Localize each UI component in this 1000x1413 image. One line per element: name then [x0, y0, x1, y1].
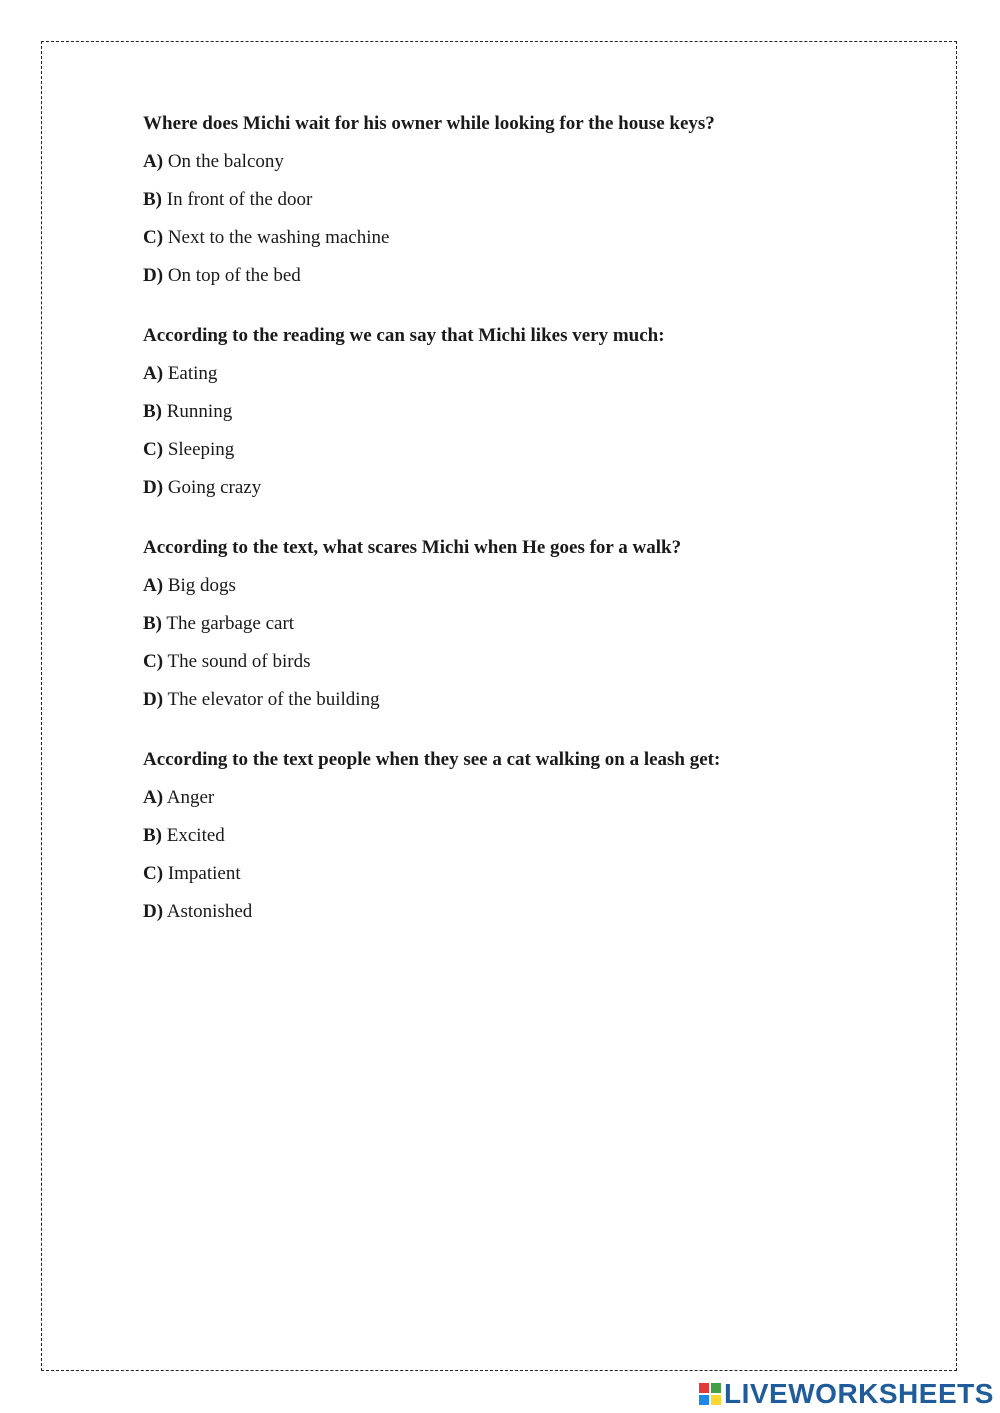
- option-d[interactable]: [143, 688, 923, 712]
- option-letter: B): [143, 189, 162, 210]
- question-2: [143, 324, 923, 500]
- logo-block-blue: [699, 1395, 709, 1405]
- worksheet-content: [143, 112, 923, 960]
- option-letter: C): [143, 863, 164, 884]
- option-c[interactable]: [143, 226, 923, 250]
- option-d[interactable]: [143, 264, 923, 288]
- option-a[interactable]: [143, 150, 923, 174]
- option-text: The sound of birds: [167, 651, 311, 672]
- option-text: Next to the washing machine: [167, 227, 390, 248]
- option-letter: A): [143, 787, 164, 808]
- option-d[interactable]: [143, 476, 923, 500]
- option-letter: B): [143, 825, 162, 846]
- option-c[interactable]: [143, 438, 923, 462]
- option-letter: D): [143, 901, 164, 922]
- logo-block-green: [711, 1383, 721, 1393]
- logo-blocks-icon: [699, 1383, 721, 1405]
- option-text: Big dogs: [167, 575, 236, 596]
- option-text: Eating: [167, 363, 218, 384]
- option-a[interactable]: [143, 362, 923, 386]
- option-c[interactable]: [143, 862, 923, 886]
- question-3: [143, 536, 923, 712]
- logo-block-red: [699, 1383, 709, 1393]
- question-text: According to the text people when they see a cat walking on a leash get:: [143, 749, 721, 770]
- option-letter: B): [143, 613, 162, 634]
- option-text: On top of the bed: [167, 265, 301, 286]
- option-b[interactable]: [143, 400, 923, 424]
- question-4: [143, 748, 923, 924]
- option-text: The elevator of the building: [167, 689, 380, 710]
- option-letter: D): [143, 477, 164, 498]
- liveworksheets-logo[interactable]: [699, 1378, 994, 1410]
- option-b[interactable]: [143, 188, 923, 212]
- question-text: According to the text, what scares Michi when He goes for a walk?: [143, 537, 682, 558]
- option-b[interactable]: [143, 824, 923, 848]
- option-letter: D): [143, 689, 164, 710]
- option-a[interactable]: [143, 786, 923, 810]
- option-letter: A): [143, 575, 164, 596]
- option-letter: D): [143, 265, 164, 286]
- logo-block-yellow: [711, 1395, 721, 1405]
- option-letter: C): [143, 439, 164, 460]
- option-text: The garbage cart: [166, 613, 295, 634]
- logo-text: LIVEWORKSHEETS: [724, 1378, 994, 1409]
- question-text: Where does Michi wait for his owner while looking for the house keys?: [143, 113, 715, 134]
- option-a[interactable]: [143, 574, 923, 598]
- option-letter: A): [143, 363, 164, 384]
- option-c[interactable]: [143, 650, 923, 674]
- option-letter: B): [143, 401, 162, 422]
- option-text: Anger: [166, 787, 215, 808]
- option-text: Excited: [166, 825, 225, 846]
- option-text: Impatient: [167, 863, 241, 884]
- option-text: Going crazy: [167, 477, 262, 498]
- option-letter: A): [143, 151, 164, 172]
- option-text: On the balcony: [167, 151, 284, 172]
- option-text: Astonished: [166, 901, 253, 922]
- option-text: Running: [166, 401, 233, 422]
- option-letter: C): [143, 651, 164, 672]
- question-1: [143, 112, 923, 288]
- option-text: In front of the door: [166, 189, 313, 210]
- option-d[interactable]: [143, 900, 923, 924]
- option-letter: C): [143, 227, 164, 248]
- question-text: According to the reading we can say that Michi likes very much:: [143, 325, 665, 346]
- option-b[interactable]: [143, 612, 923, 636]
- option-text: Sleeping: [167, 439, 235, 460]
